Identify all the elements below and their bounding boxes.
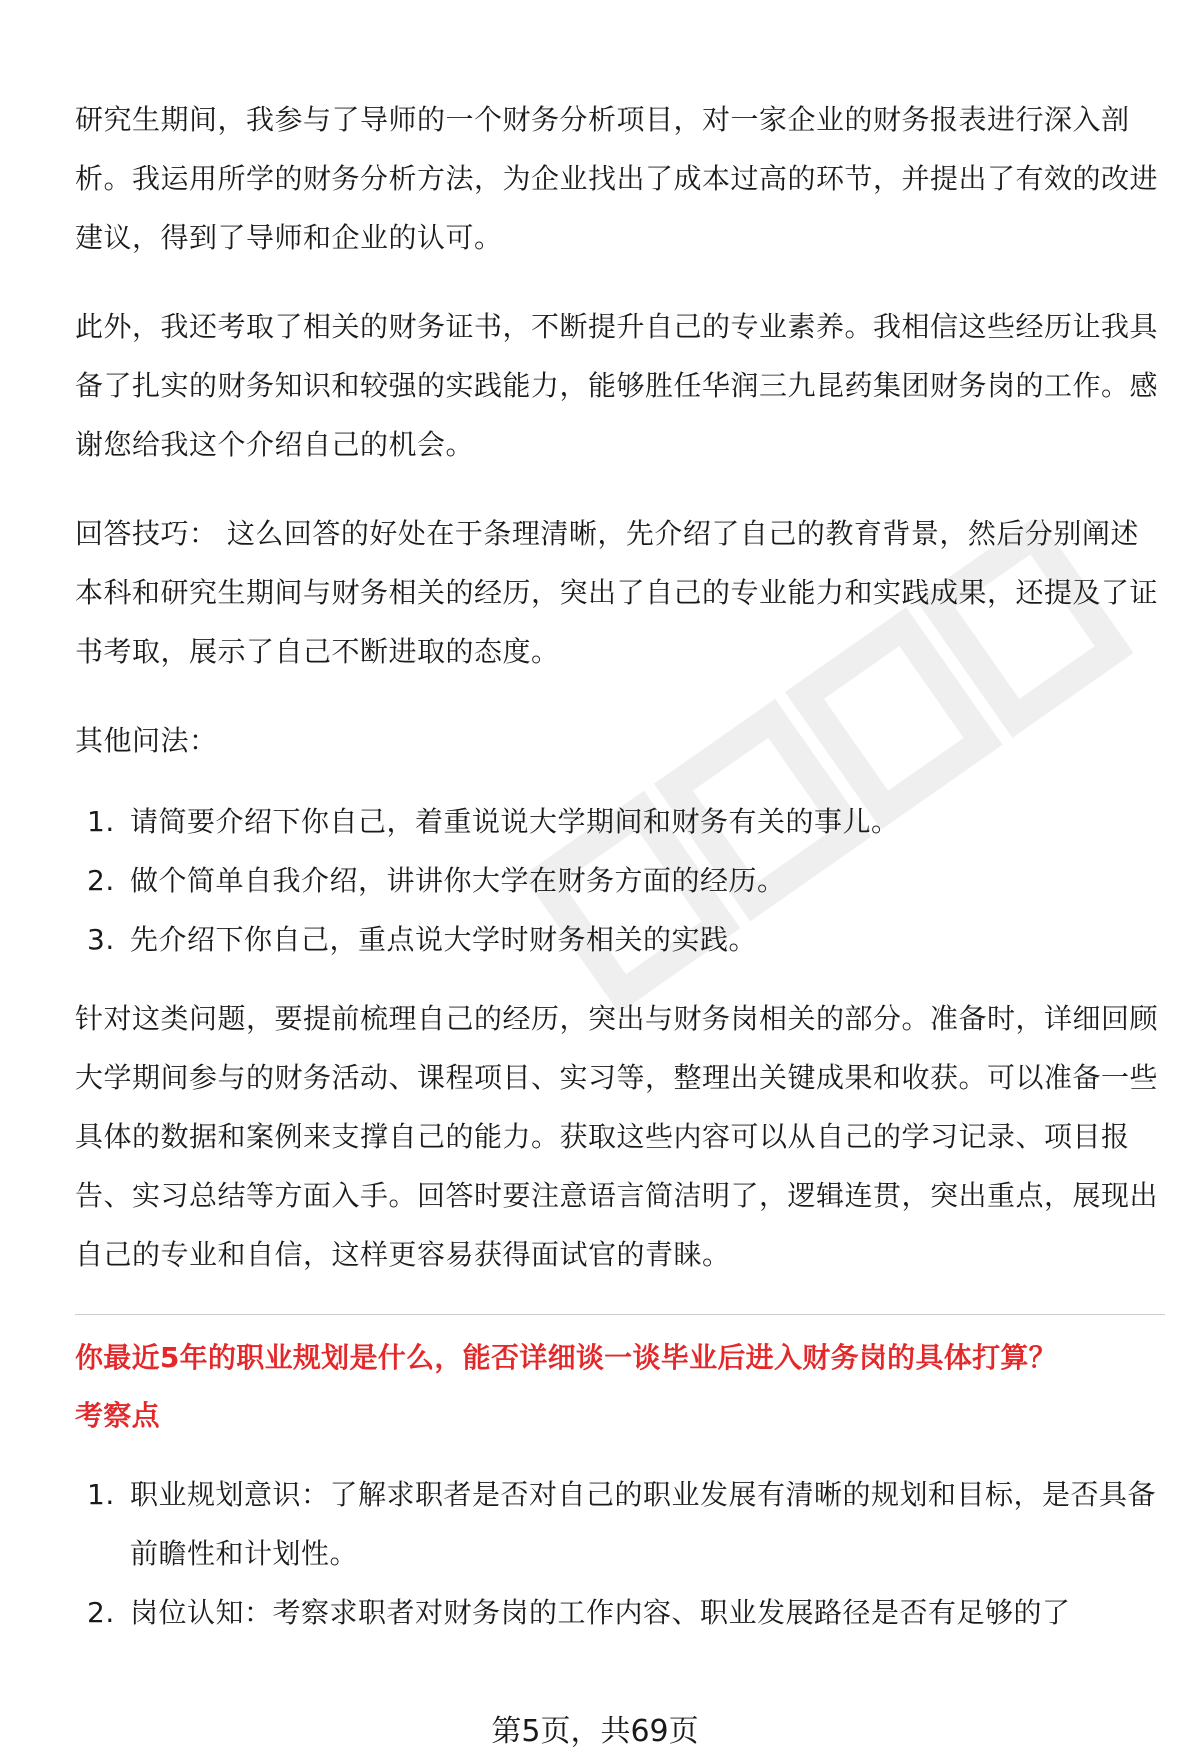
paragraph-answer-tips: 回答技巧： 这么回答的好处在于条理清晰，先介绍了自己的教育背景，然后分别阐述本科和研究生期间与财务相关的经历，突出了自己的专业能力和实践成果，还提及了证书考取，展示了自己不断进取的态度。 <box>75 517 1159 668</box>
page-footer: 第5页，共69页 <box>0 1712 1190 1752</box>
list-item <box>75 851 1165 910</box>
section-divider <box>75 1314 1165 1315</box>
list-number: 2. <box>87 864 115 897</box>
list-item <box>75 792 1165 851</box>
list-number: 1. <box>87 805 115 838</box>
list-number: 3. <box>87 923 115 956</box>
paragraph-graduate-experience: 研究生期间，我参与了导师的一个财务分析项目，对一家企业的财务报表进行深入剖析。我运用所学的财务分析方法，为企业找出了成本过高的环节，并提出了有效的改进建议，得到了导师和企业的认可。 <box>75 103 1159 254</box>
list-number: 1. <box>87 1478 115 1511</box>
paragraph-certificates: 此外，我还考取了相关的财务证书，不断提升自己的专业素养。我相信这些经历让我具备了扎实的财务知识和较强的实践能力，能够胜任华润三九昆药集团财务岗的工作。感谢您给我这个介绍自己的机会。 <box>75 310 1159 461</box>
list-item <box>75 910 1165 969</box>
main-content <box>75 90 1165 1642</box>
list-number: 2. <box>87 1596 115 1629</box>
list-item-text: 岗位认知：考察求职者对财务岗的工作内容、职业发展路径是否有足够的了 <box>130 1596 1071 1629</box>
list-item-text: 先介绍下你自己，重点说大学时财务相关的实践。 <box>130 923 758 956</box>
list-item-text: 做个简单自我介绍，讲讲你大学在财务方面的经历。 <box>130 864 786 897</box>
examination-points-list <box>75 1465 1165 1642</box>
other-asks-list <box>75 792 1165 969</box>
list-item-text: 职业规划意识：了解求职者是否对自己的职业发展有清晰的规划和目标，是否具备前瞻性和计划性。 <box>130 1478 1157 1570</box>
list-item-text: 请简要介绍下你自己，着重说说大学期间和财务有关的事儿。 <box>130 805 900 838</box>
paragraph-advice: 针对这类问题，要提前梳理自己的经历，突出与财务岗相关的部分。准备时，详细回顾大学期间参与的财务活动、课程项目、实习等，整理出关键成果和收获。可以准备一些具体的数据和案例来支撑自己的能力。获取这些内容可以从自己的学习记录、项目报告、实习总结等方面入手。回答时要注意语言简洁明了，逻辑连贯，突出重点，展现出自己的专业和自信，这样更容易获得面试官的青睐。 <box>75 1002 1159 1271</box>
list-item <box>75 1465 1165 1583</box>
list-item <box>75 1583 1165 1642</box>
other-asks-label: 其他问法： <box>75 724 218 757</box>
question-title: 你最近5年的职业规划是什么，能否详细谈一谈毕业后进入财务岗的具体打算？ <box>75 1341 1057 1374</box>
section-label-examination-points: 考察点 <box>75 1399 160 1432</box>
